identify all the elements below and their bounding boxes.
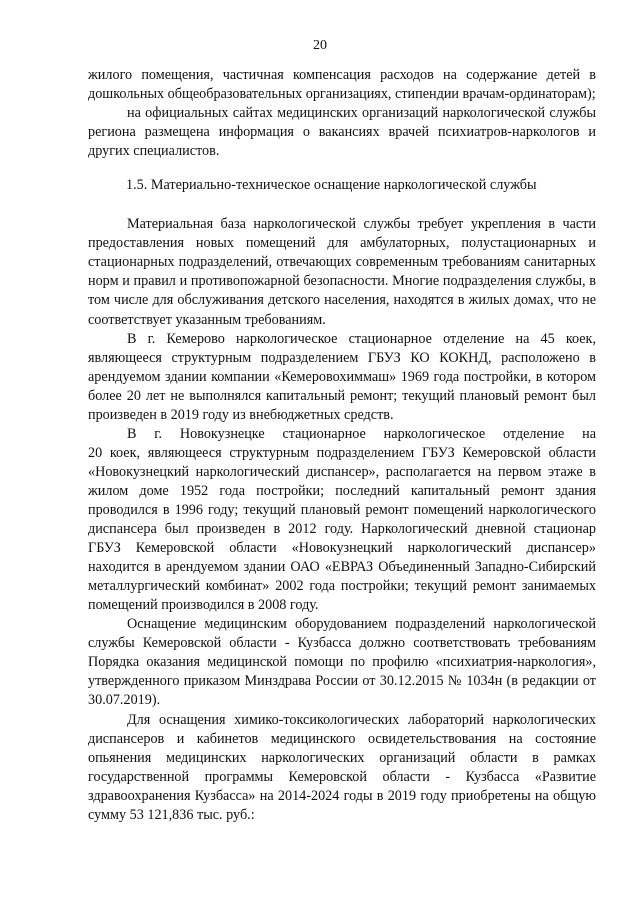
page-number: 20 — [313, 38, 327, 53]
paragraph-novokuznetsk: 20 коек, являющееся структурным подразделением ГБУЗ Кемеровской области «Новокузнецкий наркологический диспансер», располагается на первом этаже в жилом доме 1952 года постройки; последний капитальный ремонт здания проводился в 1996 году; текущий плановый ремонт помещений наркологического диспансера был произведен в 2012 году. Наркологический дневной стационар ГБУЗ Кемеровской области «Новокузнецкий наркологический диспансер» находится в арендуемом здании ОАО «ЕВРАЗ Объединенный Западно-Сибирский металлургический комбинат» 2002 года постройки; текущий ремонт занимаемых помещений производился в 2008 году. — [88, 444, 596, 614]
paragraph-equipment: Оснащение медицинским оборудованием подразделений наркологической службы Кемеровской области - Кузбасса должно соответствовать требованиям Порядка оказания медицинской помощи по профилю «психиатрия-наркология», утвержденного приказом Минздрава России от 30.12.2015 № 1034н (в редакции от 30.07.2019). — [88, 616, 596, 709]
paragraph-kemerovo: В г. Кемерово наркологическое стационарное отделение на 45 коек, являющееся структурным подразделением ГБУЗ КО КОКНД, расположено в арендуемом здании компании «Кемеровохиммаш» 1969 года постройки, в котором более 20 лет не выполнялся капитальный ремонт; текущий плановый ремонт был произведен в 2019 году из внебюджетных средств. — [88, 330, 596, 423]
paragraph-laboratories: Для оснащения химико-токсикологических лабораторий наркологических диспансеров и кабинетов медицинского освидетельствования на состояние опьянения медицинских наркологических организаций области в рамках государственной программы Кемеровской области - Кузбасса «Развитие здравоохранения Кузбасса» на 2014-2024 годы в 2019 году приобретены на общую сумму 53 121,836 тыс. руб.: — [88, 711, 596, 823]
paragraph-material-base: Материальная база наркологической службы требует укрепления в части предоставления новых помещений для амбулаторных, полустационарных и стационарных подразделений, отвечающих современным требованиям санитарных норм и правил и противопожарной безопасности. Многие подразделения службы, в том числе для обслуживания детского населения, находятся в жилых домах, что не соответствует указанным требованиям. — [88, 216, 596, 328]
section-heading: 1.5. Материально-техническое оснащение наркологической службы — [126, 177, 537, 194]
body-text — [88, 66, 596, 825]
paragraph-vacancies: на официальных сайтах медицинских организаций наркологической службы региона размещена информация о вакансиях врачей психиатров-наркологов и других специалистов. — [88, 105, 596, 160]
paragraph-novokuznetsk-first-line: В г. Новокузнецке стационарное наркологическое отделение на — [127, 425, 596, 442]
paragraph-housing-benefits: жилого помещения, частичная компенсация расходов на содержание детей в дошкольных общеобразовательных организациях, стипендии врачам-ординаторам); — [88, 67, 596, 103]
